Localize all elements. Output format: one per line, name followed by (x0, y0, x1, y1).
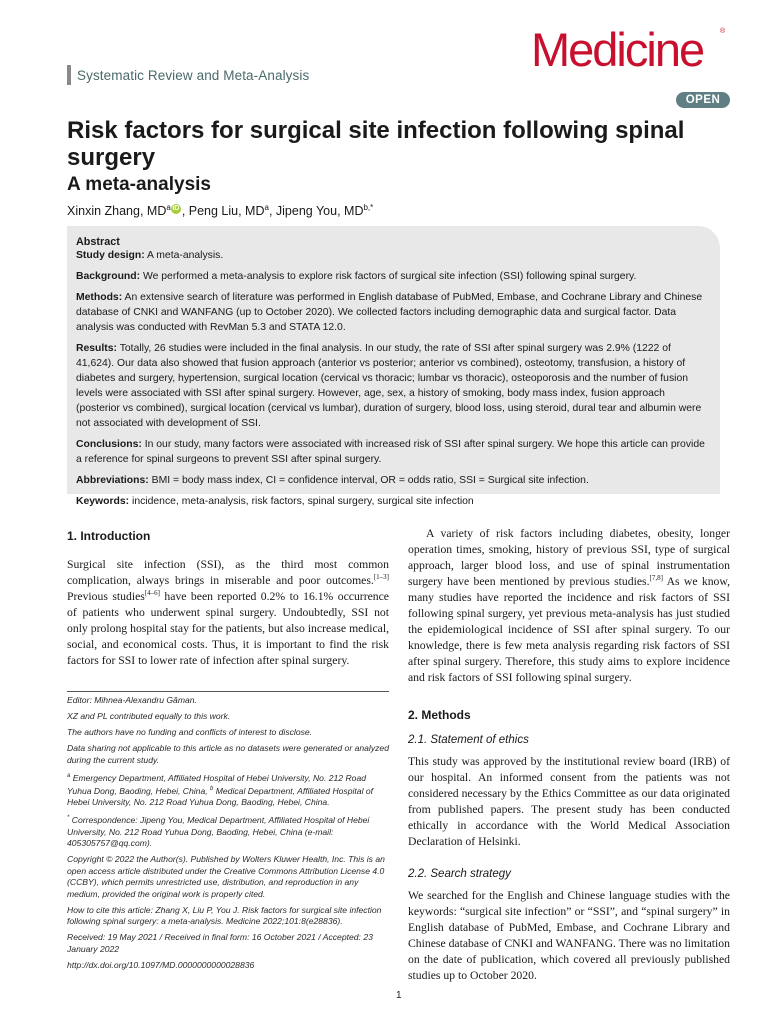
author-affiliation-sup: b,* (363, 203, 374, 212)
abstract-results (76, 341, 710, 431)
intro-text: Surgical site infection (SSI), as the third most common complication, always brings in miserable and poor outcomes. (67, 558, 389, 587)
note-citation: How to cite this article: Zhang X, Liu P, You J. Risk factors for surgical site infection following spinal surgery: a meta-analysis. Medicine 2022;101:8(e28836). (67, 904, 382, 927)
methods-heading: 2. Methods (408, 708, 471, 722)
correspondence-text: Correspondence: Jipeng You, Medical Department, Affiliated Hospital of Hebei University, No. 212 Road Yuhua Dong, Baoding, Hebei, China (e-mail: 405305757@qq.com). (67, 815, 370, 849)
page-number: 1 (396, 990, 402, 1001)
note-copyright: Copyright © 2022 the Author(s). Published by Wolters Kluwer Health, Inc. This is an open access article distributed under the Creative Commons Attribution License 4.0 (CCBY), which permits unrestricted use, distribution, and reproduction in any medium, provided the original work is properly cited. (67, 854, 385, 899)
note-editor: Editor: Mihnea-Alexandru Găman. (67, 695, 197, 705)
note-funding: The authors have no funding and conflicts of interest to disclose. (67, 727, 313, 737)
affiliation-sup: b (210, 785, 214, 792)
abstract-text: Totally, 26 studies were included in the final analysis. In our study, the rate of SSI after spinal surgery was 2.9% (1222 of 41,624). Our data also showed that fusion approach (anterior vs posterior; anterior vs combined), osteotomy, transfusion, a history of diabetes and surgery, hypertension, surgical location (cervical vs thoracic; lumbar vs thoracic), osteoporosis and the number of fusion levels were associated with SSI after spinal surgery. However, age, sex, a history of smoking, body mass index, fusion approach (posterior vs combined), surgical location (cervical vs lumbar), duration of surgery, blood loss, using steroid, dural tear and albumin were not associated with development of SSI. (76, 343, 702, 429)
citation-link[interactable]: [4–6] (144, 589, 160, 598)
intro-heading: 1. Introduction (67, 529, 151, 543)
abstract-text: An extensive search of literature was performed in English database of PubMed, Embase, and Cochrane Library and Chinese database of CNKI and WANFANG (up to October 2020). We collected factors including demographic data and surgical factor. Data analysis was conducted with RevMan 5.3 and STATA 12.0. (76, 292, 703, 333)
author-name[interactable]: Peng Liu, MD (188, 204, 265, 219)
author-affiliation-sup: a (166, 203, 171, 212)
abstract-label: Abbreviations: (76, 475, 149, 486)
article-subtitle: A meta-analysis (67, 174, 211, 195)
author-affiliation-sup: a (264, 203, 269, 212)
ethics-paragraph: This study was approved by the institutional review board (IRB) of our hospital. An informed consent from the patients was not considered necessary by the Ethics Committee as our data originated from published papers. The present study has been conducted ethically in accordance with the World Medical Association Declaration of Helsinki. (408, 755, 730, 848)
citation-link[interactable]: [1–3] (373, 573, 389, 582)
intro-text: have been reported 0.2% to 16.1% occurrence of patients who underwent spinal surgery. Undoubtedly, SSI not only prolong hospital stay for the patients, but also increase medical, social, and economical costs. Thus, it is important to find the risk factors for SSI to lower rate of infection after spinal surgery. (67, 590, 389, 667)
abstract-heading: Abstract (76, 236, 120, 248)
author-name[interactable]: Xinxin Zhang, MD (67, 204, 167, 219)
abstract-text: We performed a meta-analysis to explore risk factors of surgical site infection (SSI) following spinal surgery. (142, 271, 637, 282)
intro-paragraph-1 (67, 557, 389, 669)
abstract-abbreviations (76, 473, 710, 488)
note-contribution: XZ and PL contributed equally to this work. (67, 711, 231, 721)
citation-link[interactable]: [7,8] (649, 574, 663, 583)
abstract-label: Study design: (76, 250, 145, 261)
abstract-label: Background: (76, 271, 141, 282)
ethics-heading: 2.1. Statement of ethics (408, 734, 529, 746)
note-dates: Received: 19 May 2021 / Received in final form: 16 October 2021 / Accepted: 23 January 2022 (67, 932, 373, 954)
journal-logo[interactable] (531, 23, 731, 76)
abstract-label: Conclusions: (76, 439, 142, 450)
section-tag-label: Systematic Review and Meta-Analysis (77, 67, 310, 83)
abstract-text: In our study, many factors were associated with increased risk of SSI after spinal surgery. We hope this article can provide a reference for spinal surgeons to prevent SSI after spinal surgery. (76, 439, 705, 465)
footnote-divider (67, 691, 389, 692)
article-notes (67, 695, 389, 976)
abstract-box (67, 226, 720, 507)
abstract-text: BMI = body mass index, CI = confidence interval, OR = odds ratio, SSI = Surgical site infection. (148, 475, 589, 486)
note-doi-link[interactable]: http://dx.doi.org/10.1097/MD.0000000000028836 (67, 959, 255, 970)
affiliation-text: Medical Department, Affiliated Hospital of Hebei University, No. 212 Road Yuhua Dong, Baoding, Hebei, China. (67, 785, 374, 808)
intro-text: Previous studies (67, 590, 145, 603)
abstract-study-design (76, 248, 710, 263)
author-list: Xinxin Zhang, $MD^a$ iD , Peng Liu, $MD^a$, Jipeng You, $MD^{b,*}$ (67, 203, 374, 219)
affiliation-sup: a (67, 772, 71, 779)
abstract-methods (76, 290, 710, 335)
open-access-badge: OPEN (676, 92, 730, 108)
abstract-text: incidence, meta-analysis, risk factors, spinal surgery, surgical site infection (132, 496, 474, 507)
correspondence-sup: * (67, 815, 70, 822)
affiliation-text: Emergency Department, Affiliated Hospital of Hebei University, No. 212 Road Yuhua Dong, Baoding, Hebei, China, (67, 772, 367, 796)
orcid-icon[interactable]: iD (172, 205, 180, 213)
intro-paragraph-2 (408, 526, 730, 686)
note-correspondence (67, 813, 389, 849)
section-tag-bar (67, 65, 71, 85)
search-strategy-heading: 2.2. Search strategy (408, 868, 511, 880)
note-data-sharing: Data sharing not applicable to this article as no datasets were generated or analyzed during the current study. (67, 743, 389, 765)
left-column (67, 529, 389, 669)
article-title: Risk factors for surgical site infection following spinal surgery (67, 117, 685, 171)
abstract-conclusions (76, 437, 710, 467)
abstract-label: Results: (76, 343, 117, 354)
abstract-label: Methods: (76, 292, 123, 303)
registered-mark: ® (720, 28, 726, 35)
abstract-text: A meta-analysis. (147, 250, 224, 261)
abstract-background (76, 269, 710, 284)
note-affiliations (67, 771, 389, 809)
journal-logo-text: Medicine (531, 23, 704, 76)
intro-text: As we know, many studies have reported the incidence and risk factors of SSI following spinal surgery, yet previous meta-analysis has just studied the epidemiological incidence of SSI after spinal surgery. To our knowledge, there is few meta analysis regarding risk factors of SSI after spinal surgery. Therefore, this study aims to explore incidence and risk factors of SSI following spinal surgery. (408, 575, 730, 684)
abstract-keywords (76, 494, 710, 509)
search-strategy-paragraph: We searched for the English and Chinese language studies with the keywords: “surgical site infection” or “SSI”, and “spinal surgery” in English database of PubMed, Embase, and Cochrane Library and Chinese database of CNKI and WANFANG. There was no limitation on the date of publication, which covered all previously published studies up to October 2020. (408, 889, 730, 982)
section-tag (67, 66, 309, 84)
author-name[interactable]: Jipeng You, MD (275, 204, 364, 219)
right-column (408, 526, 730, 984)
abstract-label: Keywords: (76, 496, 130, 507)
intro-text: A variety of risk factors including diabetes, obesity, longer operation times, smoking, history of previous SSI, type of surgical approach, larger blood loss, and use of spinal instrumentation surgery have been mentioned by previous studies. (408, 527, 730, 588)
